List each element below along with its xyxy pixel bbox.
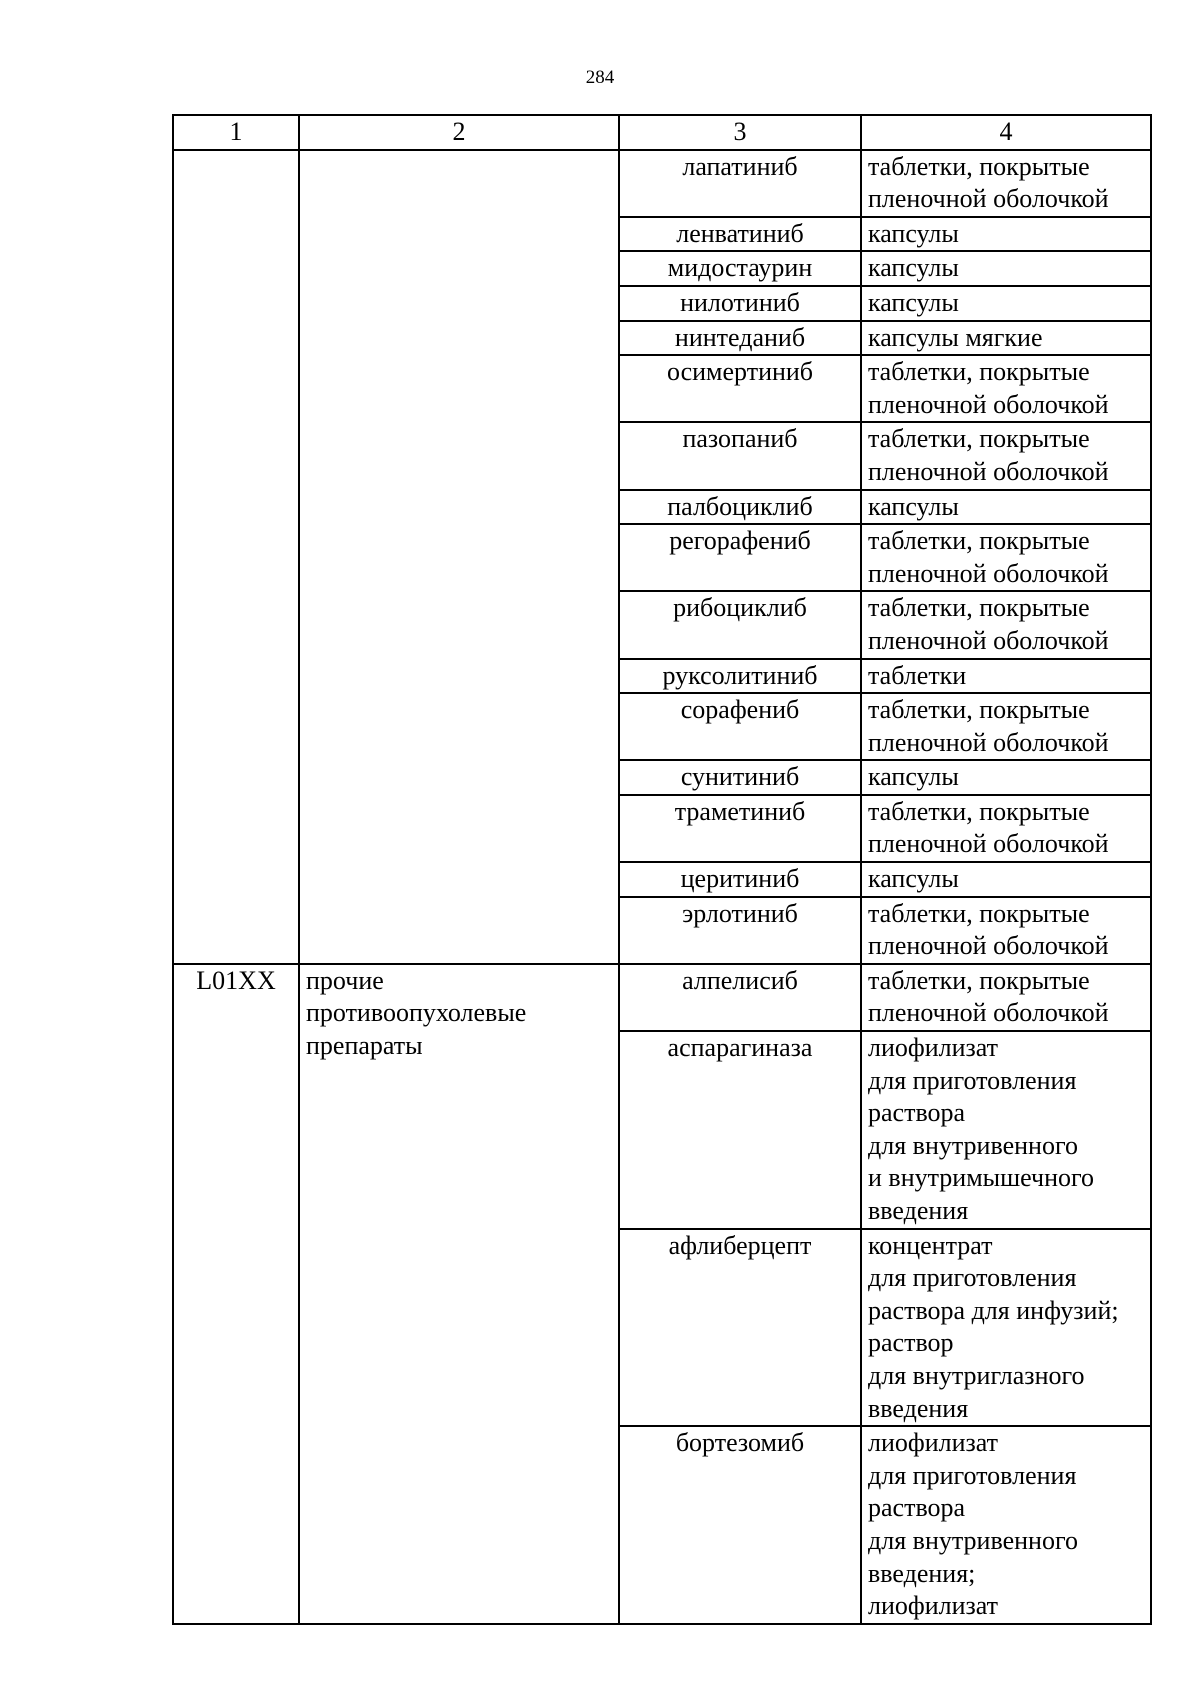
- dosage-form-cell: [861, 760, 1151, 795]
- dosage-form-line: капсулы: [868, 218, 959, 248]
- header-col-2: 2: [299, 115, 619, 150]
- dosage-form-line: таблетки, покрытые: [868, 965, 1090, 995]
- dosage-form-line: введения: [868, 1196, 969, 1225]
- drug-name-cell: сунитиниб: [619, 760, 861, 795]
- dosage-form-line: таблетки: [868, 660, 967, 690]
- table-row: [173, 150, 1151, 217]
- dosage-form-line: для внутривенного: [868, 1130, 1078, 1160]
- dosage-form-line: раствора: [868, 1493, 966, 1523]
- dosage-form-cell: [861, 150, 1151, 217]
- dosage-form-line: пленочной оболочкой: [868, 931, 1109, 961]
- header-col-1: 1: [173, 115, 299, 150]
- dosage-form-cell: [861, 1229, 1151, 1427]
- dosage-form-line: пленочной оболочкой: [868, 389, 1109, 419]
- dosage-form-line: таблетки, покрытые: [868, 526, 1090, 556]
- dosage-form-cell: [861, 795, 1151, 862]
- dosage-form-cell: [861, 897, 1151, 964]
- group-name-cell: [299, 150, 619, 964]
- dosage-form-cell: [861, 591, 1151, 658]
- dosage-form-cell: [861, 321, 1151, 356]
- dosage-form-line: таблетки, покрытые: [868, 695, 1090, 725]
- group-name-line: противоопухолевые: [306, 998, 527, 1028]
- dosage-form-line: капсулы: [868, 287, 959, 317]
- table-row: [173, 964, 1151, 1031]
- drug-name-cell: алпелисиб: [619, 964, 861, 1031]
- dosage-form-line: раствора: [868, 1098, 966, 1128]
- dosage-form-line: для приготовления: [868, 1263, 1077, 1293]
- dosage-form-line: лиофилизат: [868, 1033, 999, 1063]
- drug-name-cell: палбоциклиб: [619, 490, 861, 525]
- dosage-form-line: пленочной оболочкой: [868, 184, 1109, 214]
- drug-name-cell: бортезомиб: [619, 1426, 861, 1624]
- dosage-form-cell: [861, 524, 1151, 591]
- drug-name-cell: эрлотиниб: [619, 897, 861, 964]
- dosage-form-cell: [861, 659, 1151, 694]
- dosage-form-line: раствора для инфузий;: [868, 1295, 1119, 1325]
- dosage-form-cell: [861, 693, 1151, 760]
- drug-name-cell: лапатиниб: [619, 150, 861, 217]
- drug-name-cell: рибоциклиб: [619, 591, 861, 658]
- dosage-form-line: для внутривенного: [868, 1525, 1078, 1555]
- drug-name-cell: траметиниб: [619, 795, 861, 862]
- dosage-form-cell: [861, 1426, 1151, 1624]
- dosage-form-line: и внутримышечного: [868, 1163, 1095, 1193]
- dosage-form-cell: [861, 422, 1151, 489]
- dosage-form-line: таблетки, покрытые: [868, 151, 1090, 181]
- table-body: [173, 150, 1151, 1624]
- drug-name-cell: аспарагиназа: [619, 1031, 861, 1229]
- dosage-form-line: таблетки, покрытые: [868, 424, 1090, 454]
- dosage-form-line: лиофилизат: [868, 1591, 999, 1621]
- dosage-form-line: таблетки, покрытые: [868, 357, 1090, 387]
- dosage-form-line: введения;: [868, 1558, 976, 1588]
- atc-code-cell: [173, 150, 299, 964]
- dosage-form-line: капсулы: [868, 253, 959, 283]
- dosage-form-line: пленочной оболочкой: [868, 456, 1109, 486]
- drug-name-cell: мидостаурин: [619, 251, 861, 286]
- drug-name-cell: нилотиниб: [619, 286, 861, 321]
- dosage-form-line: для приготовления: [868, 1065, 1077, 1095]
- dosage-form-line: таблетки, покрытые: [868, 796, 1090, 826]
- dosage-form-cell: [861, 251, 1151, 286]
- dosage-form-line: пленочной оболочкой: [868, 558, 1109, 588]
- drug-name-cell: афлиберцепт: [619, 1229, 861, 1427]
- dosage-form-cell: [861, 286, 1151, 321]
- dosage-form-line: капсулы: [868, 864, 959, 894]
- drug-name-cell: руксолитиниб: [619, 659, 861, 694]
- group-name-line: прочие: [306, 965, 384, 995]
- group-name-line: препараты: [306, 1031, 423, 1061]
- dosage-form-cell: [861, 217, 1151, 252]
- dosage-form-line: раствор: [868, 1328, 954, 1358]
- drug-name-cell: сорафениб: [619, 693, 861, 760]
- header-col-4: 4: [861, 115, 1151, 150]
- header-col-3: 3: [619, 115, 861, 150]
- dosage-form-cell: [861, 1031, 1151, 1229]
- dosage-form-line: концентрат: [868, 1230, 993, 1260]
- drug-name-cell: церитиниб: [619, 862, 861, 897]
- drug-name-cell: нинтеданиб: [619, 321, 861, 356]
- dosage-form-line: лиофилизат: [868, 1428, 999, 1458]
- dosage-form-cell: [861, 355, 1151, 422]
- dosage-form-line: таблетки, покрытые: [868, 898, 1090, 928]
- dosage-form-cell: [861, 862, 1151, 897]
- dosage-form-line: пленочной оболочкой: [868, 625, 1109, 655]
- drug-table: [172, 114, 1152, 1625]
- drug-name-cell: регорафениб: [619, 524, 861, 591]
- dosage-form-line: капсулы: [868, 491, 959, 521]
- dosage-form-cell: [861, 964, 1151, 1031]
- dosage-form-line: введения: [868, 1393, 969, 1423]
- dosage-form-cell: [861, 490, 1151, 525]
- atc-code-cell: L01XX: [173, 964, 299, 1624]
- dosage-form-line: капсулы мягкие: [868, 322, 1043, 352]
- dosage-form-line: для внутриглазного: [868, 1360, 1085, 1390]
- drug-name-cell: осимертиниб: [619, 355, 861, 422]
- dosage-form-line: пленочной оболочкой: [868, 998, 1109, 1028]
- dosage-form-line: для приготовления: [868, 1460, 1077, 1490]
- dosage-form-line: таблетки, покрытые: [868, 593, 1090, 623]
- drug-name-cell: ленватиниб: [619, 217, 861, 252]
- header-row: [173, 115, 1151, 150]
- dosage-form-line: пленочной оболочкой: [868, 829, 1109, 859]
- drug-name-cell: пазопаниб: [619, 422, 861, 489]
- dosage-form-line: капсулы: [868, 762, 959, 792]
- page-number: 284: [585, 67, 615, 88]
- dosage-form-line: пленочной оболочкой: [868, 727, 1109, 757]
- group-name-cell: [299, 964, 619, 1624]
